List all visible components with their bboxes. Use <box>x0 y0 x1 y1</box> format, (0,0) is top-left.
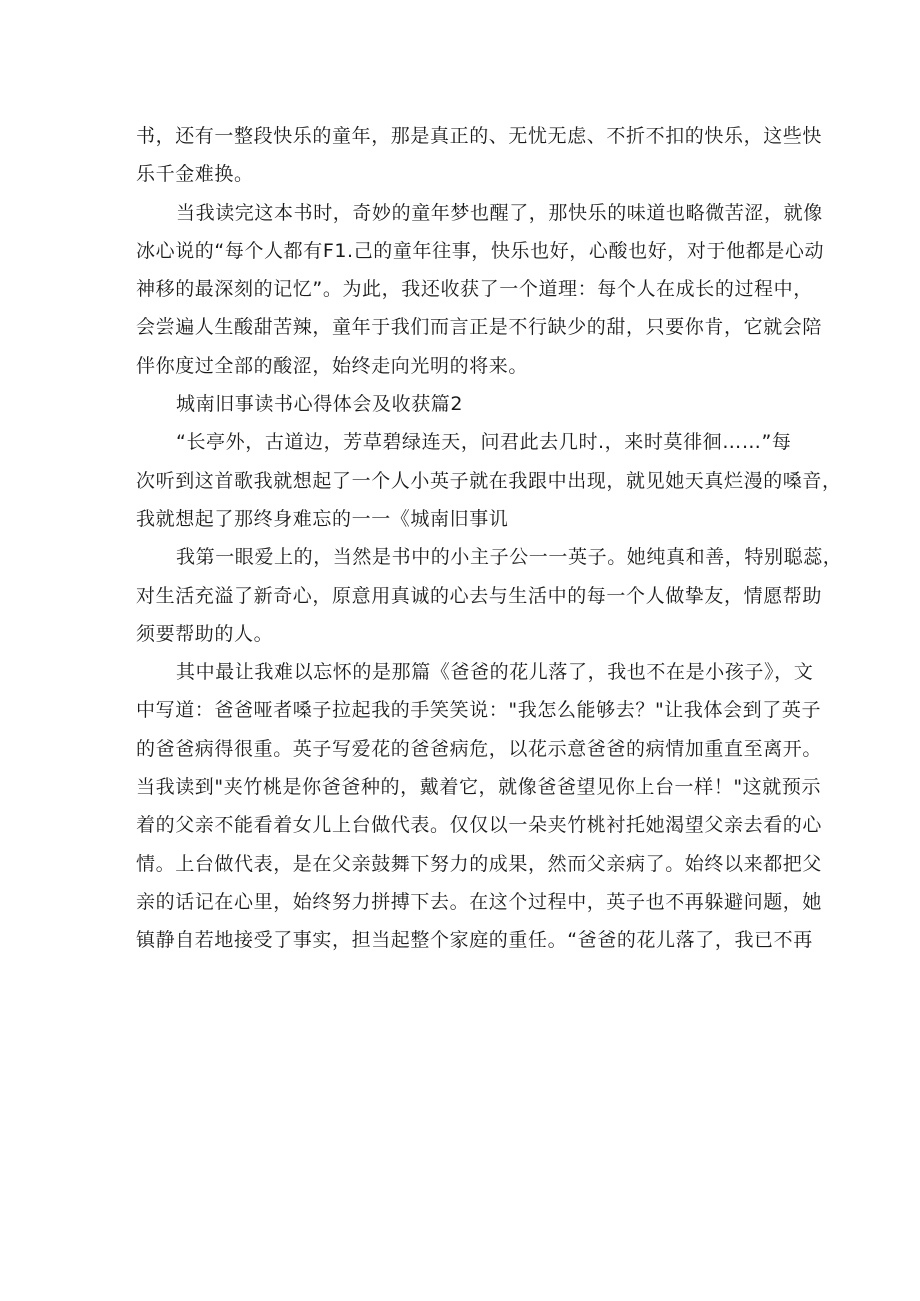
document-body <box>136 117 843 960</box>
text-line: 对生活充溢了新奇心，原意用真诚的心去与生活中的每一个人做挚友，情愿帮助 <box>136 584 823 607</box>
text-line: 冰心说的“每个人都有F1.己的童年往事，快乐也好，心酸也好，对于他都是心动 <box>136 239 825 262</box>
section-title: 城南旧事读书心得体会及收获篇2 <box>176 393 464 416</box>
section-heading <box>136 385 796 423</box>
text-line: 次听到这首歌我就想起了一个人小英子就在我跟中出现，就见她天真烂漫的嗓音， <box>136 469 842 492</box>
text-line: 中写道：爸爸哑者嗓子拉起我的手笑笑说："我怎么能够去？"让我体会到了英子 <box>136 699 822 722</box>
text-line: 当我读到"夹竹桃是你爸爸种的，戴着它，就像爸爸望见你上台一样！"这就预示 <box>136 776 822 799</box>
paragraph-2 <box>136 194 825 385</box>
text-line: 书，还有一整段快乐的童年，那是真正的、无忧无虑、不折不扣的快乐，这些快 <box>136 125 823 147</box>
text-line: 着的父亲不能看着女儿上台做代表。仅仅以一朵夹竹桃衬托她渴望父亲去看的心 <box>136 814 823 837</box>
text-line: 亲的话记在心里，始终努力拼搏下去。在这个过程中，英子也不再躲避问题，她 <box>136 890 823 913</box>
text-line: 须要帮助的人。 <box>136 622 274 645</box>
text-line: 镇静自若地接受了事实，担当起整个家庭的重任。“爸爸的花儿落了，我已不再 <box>136 929 813 952</box>
text-line: 会尝遍人生酸甜苦辣，童年于我们而言正是不行缺少的甜，只要你肯，它就会陪 <box>136 316 823 339</box>
text-line: 伴你度过全部的酸涩，始终走向光明的将来。 <box>136 354 529 377</box>
text-line: 我第一眼爱上的，当然是书中的小主子公一一英子。她纯真和善，特别聪蕊， <box>176 546 843 569</box>
text-line: “长亭外，古道边，芳草碧绿连天，问君此去几时.，来时莫徘徊……”每 <box>176 431 792 454</box>
text-line: 的爸爸病得很重。英子写爱花的爸爸病危，以花示意爸爸的病情加重直至离开。 <box>136 737 823 760</box>
paragraph-5 <box>136 653 823 959</box>
text-line: 乐千金难换。 <box>136 163 254 186</box>
text-line: 情。上台做代表，是在父亲鼓舞下努力的成果，然而父亲病了。始终以来都把父 <box>136 852 823 875</box>
text-line: 其中最让我难以忘怀的是那篇《爸爸的花儿落了，我也不在是小孩子》，文 <box>176 661 814 684</box>
text-line: 当我读完这本书时，奇妙的童年梦也醒了，那快乐的味道也略微苦涩，就像 <box>176 201 823 224</box>
text-line: 我就想起了那终身难忘的一一《城南旧事讥 <box>136 507 509 530</box>
paragraph-4 <box>136 538 843 653</box>
text-line: 神移的最深刻的记忆”。为此，我还收获了一个道理：每个人在成长的过程中， <box>136 278 813 301</box>
paragraph-3 <box>136 423 842 538</box>
paragraph-1 <box>136 117 823 194</box>
